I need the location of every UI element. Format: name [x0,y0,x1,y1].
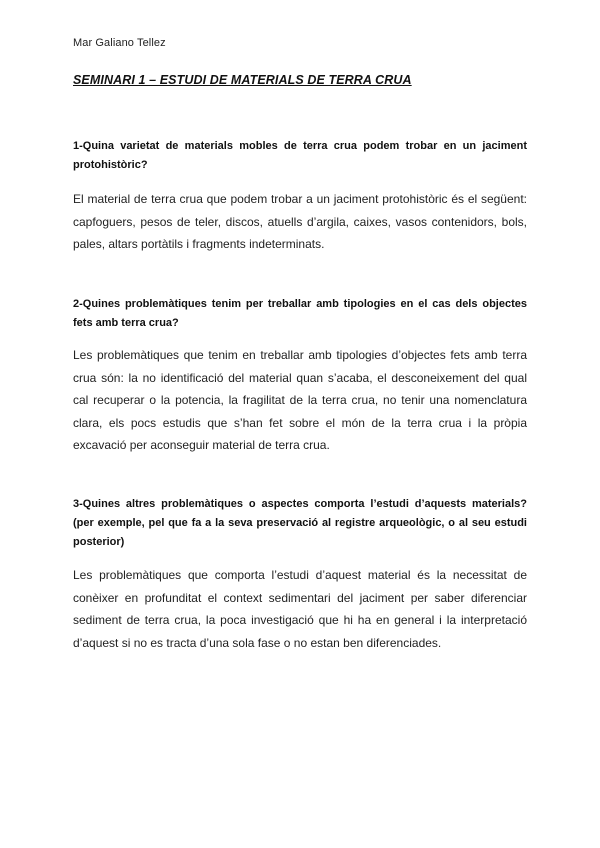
author-header: Mar Galiano Tellez [73,37,166,49]
answer-1: El material de terra crua que podem trobar a un jaciment protohistòric és el següent: capfoguers, pesos de teler, discos, atuells d’argila, caixes, vasos contenidors, bols, pales, altars portàtils i fragments indeterminats. [73,192,527,251]
page-title: SEMINARI 1 – ESTUDI DE MATERIALS DE TERRA CRUA [73,73,412,87]
question-2: 2-Quines problemàtiques tenim per treballar amb tipologies en el cas dels objectes fets amb terra crua? [73,298,527,329]
question-1: 1-Quina varietat de materials mobles de terra crua podem trobar en un jaciment protohistòric? [73,140,527,171]
answer-3: Les problemàtiques que comporta l’estudi d’aquest material és la necessitat de conèixer en profunditat el context sedimentari del jaciment per saber diferenciar sediment de terra crua, la poca investigació que hi ha en general i la interpretació d’aquest si no es tracta d’una sola fase o no estan ben diferenciades. [73,568,527,650]
question-3: 3-Quines altres problemàtiques o aspectes comporta l’estudi d’aquests materials? (per exemple, pel que fa a la seva preservació al registre arqueològic, o al seu estudi posterior) [73,498,527,548]
answer-2: Les problemàtiques que tenim en treballar amb tipologies d’objectes fets amb terra crua són: la no identificació del material quan s’acaba, el desconeixement del qual cal recuperar o la potencia, la fragilitat de la terra crua, no tenir una nomenclatura clara, els pocs estudis que s’han fet sobre el món de la terra crua i la pròpia excavació per aconseguir material de terra crua. [73,348,527,452]
